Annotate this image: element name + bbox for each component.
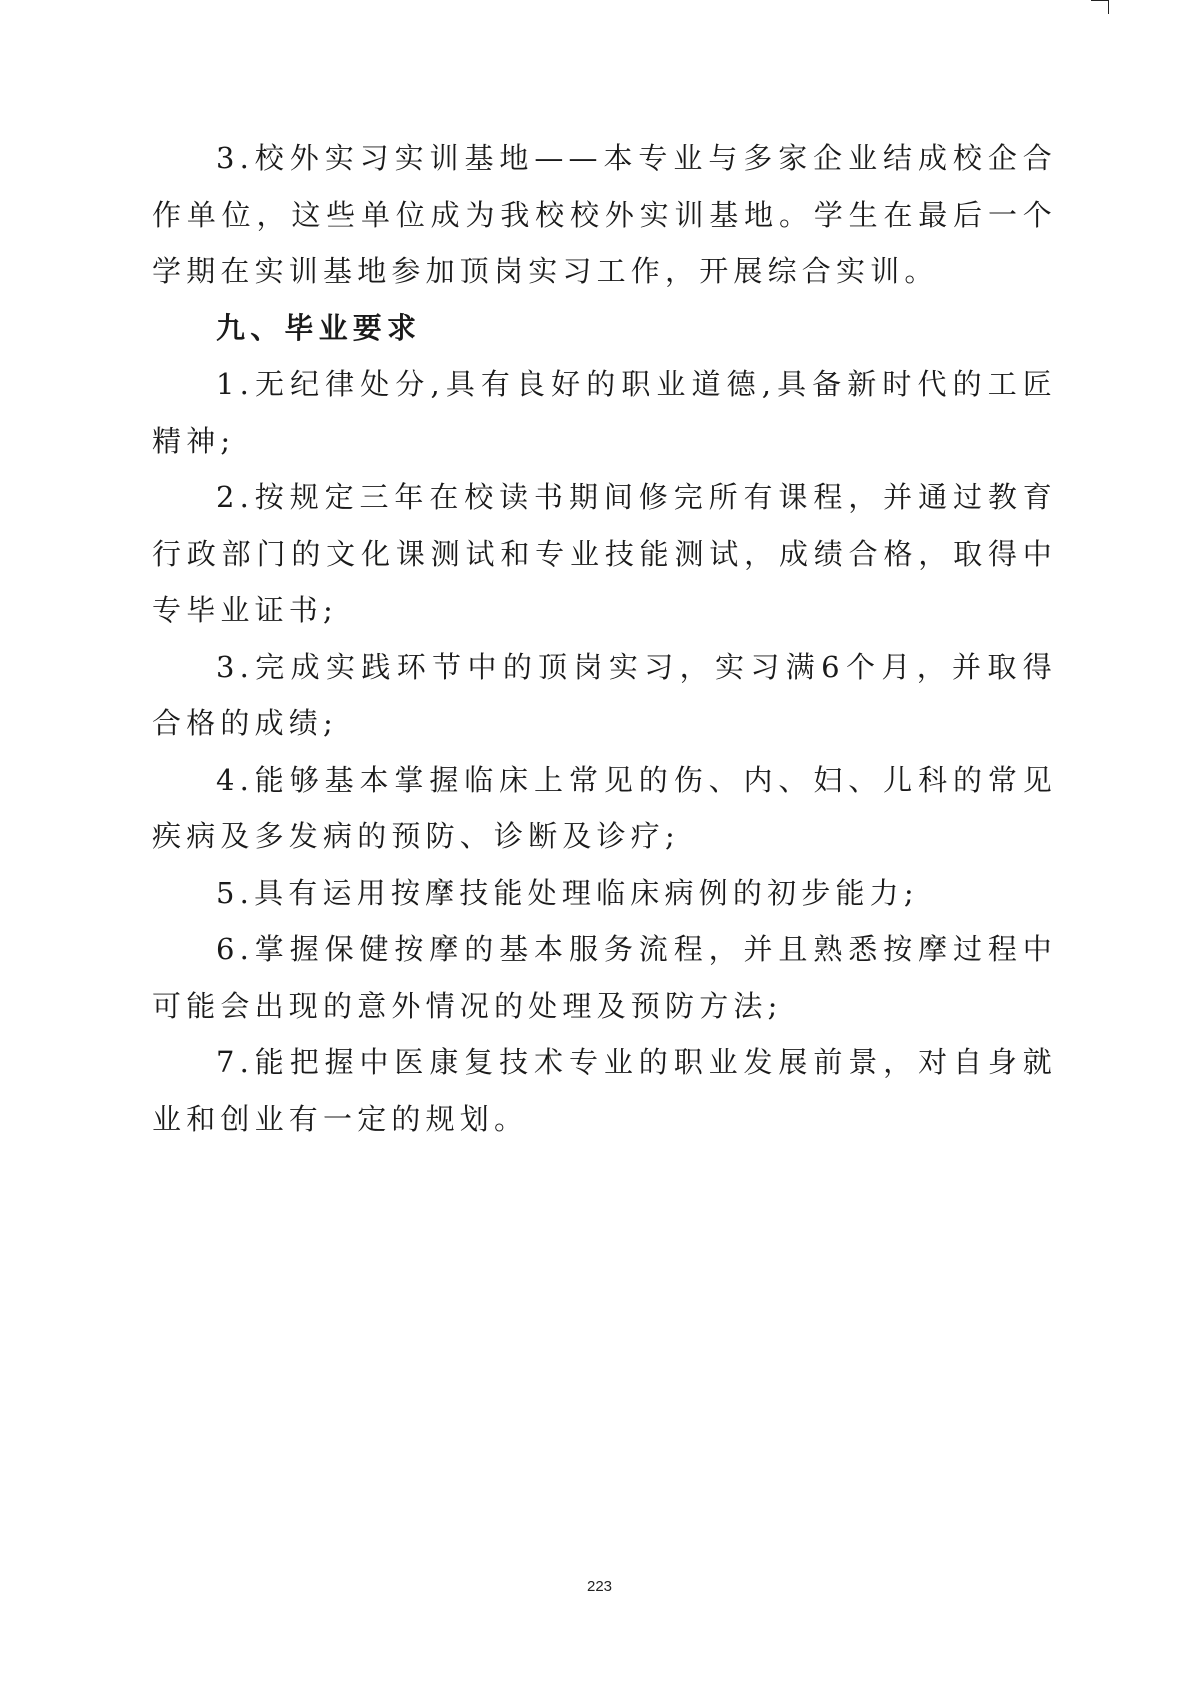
requirement-item-5: 5.具有运用按摩技能处理临床病例的初步能力;: [216, 875, 919, 910]
crop-corner-mark: [1091, 0, 1109, 14]
requirement-item-2: 2.按规定三年在校读书期间修完所有课程，并通过教育行政部门的文化课测试和专业技能测试，成绩合格，取得中专毕业证书;: [152, 480, 1057, 627]
page-number: 223: [586, 1578, 613, 1595]
requirement-item-1: 1.无纪律处分,具有良好的职业道德,具备新时代的工匠精神;: [152, 367, 1057, 458]
section-heading-graduation-requirements: 九、毕业要求: [216, 310, 422, 345]
document-body: [152, 130, 1057, 1147]
requirement-item-7: 7.能把握中医康复技术专业的职业发展前景，对自身就业和创业有一定的规划。: [152, 1045, 1057, 1136]
requirement-item-3: 3.完成实践环节中的顶岗实习，实习满6个月，并取得合格的成绩;: [152, 649, 1057, 740]
requirement-item-6: 6.掌握保健按摩的基本服务流程，并且熟悉按摩过程中可能会出现的意外情况的处理及预防方法;: [152, 932, 1057, 1023]
paragraph-offsite-training-base: 3.校外实习实训基地——本专业与多家企业结成校企合作单位，这些单位成为我校校外实训基地。学生在最后一个学期在实训基地参加顶岗实习工作，开展综合实训。: [152, 141, 1057, 288]
requirement-item-4: 4.能够基本掌握临床上常见的伤、内、妇、儿科的常见疾病及多发病的预防、诊断及诊疗;: [152, 762, 1057, 853]
